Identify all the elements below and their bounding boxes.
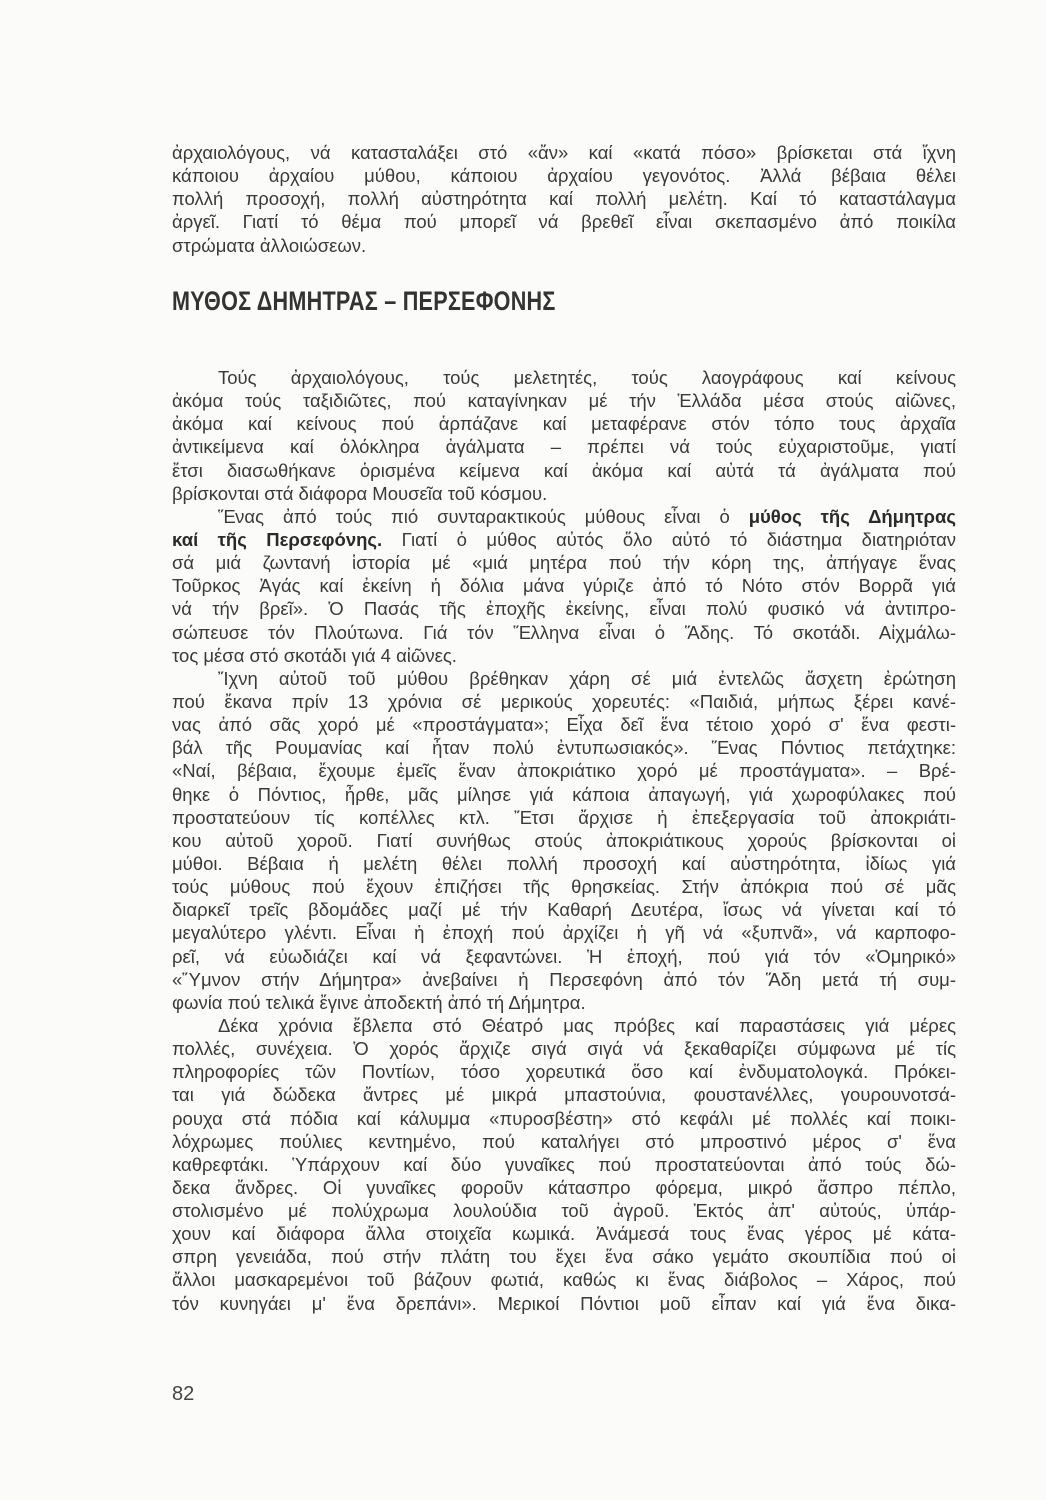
text-line (172, 505, 956, 528)
text-line (172, 783, 956, 806)
line-text: μεγαλύτερο γλέντι. Εἶναι ἡ ἐποχή πού ἀρχίζει ἡ γῆ νά «ξυπνᾶ», νά καρποφο- (172, 922, 956, 944)
text-line (172, 1268, 956, 1291)
text-line (172, 551, 956, 574)
line-text: χουν καί διάφορα ἄλλα στοιχεῖα κωμικά. Ἀνάμεσά τους ἕνας γέρος μέ κάτα- (172, 1223, 956, 1245)
line-text: «Ὕμνον στήν Δήμητρα» ἀνεβαίνει ἡ Περσεφόνη ἀπό τόν Ἅδη μετά τή συμ- (172, 968, 956, 990)
line-text: «Ναί, βέβαια, ἔχουμε ἐμεῖς ἕναν ἀποκριάτικο χορό μέ προστάγματα». – Βρέ- (172, 760, 956, 782)
line-text: σπρη γενειάδα, πού στήν πλάτη του ἔχει ἕνα σάκο γεμάτο σκουπίδια πού οἱ (172, 1246, 956, 1268)
text-line (172, 1014, 956, 1037)
text-line (172, 366, 956, 389)
text-line (172, 1060, 956, 1083)
line-text: ἀρχαιολόγους, νά κατασταλάξει στό «ἄν» καί «κατά πόσο» βρίσκεται στά ἴχνη (172, 142, 956, 163)
text-line (172, 991, 956, 1014)
line-text: τούς μύθους πού ἔχουν ἐπιζήσει τῆς θρησκείας. Στήν ἀπόκρια πού σέ μᾶς (172, 876, 956, 898)
bold-text: μύθος τῆς Δήμητρας (748, 505, 956, 527)
text-line (172, 1199, 956, 1222)
section-heading: ΜΥΘΟΣ ΔΗΜΗΤΡΑΣ – ΠΕΡΣΕΦΟΝΗΣ (172, 286, 556, 316)
line-text: Γιατί ὁ μύθος αὐτός ὅλο αὐτό τό διάστημα διατηριόταν (382, 528, 957, 550)
line-text: τόν κυνηγάει μ' ἕνα δρεπάνι». Μερικοί Πόντιοι μοῦ εἶπαν καί γιά ἕνα δικα- (172, 1292, 956, 1314)
line-text: ἀκόμα καί κείνους πού ἁρπάζανε καί μεταφέρανε στόν τόπο τους ἀρχαῖα (172, 413, 956, 435)
text-line (172, 141, 956, 164)
line-text: ἔτσι διασωθήκανε ὁρισμένα κείμενα καί ἀκόμα καί αὐτά τά ἀγάλματα πού (172, 459, 956, 481)
line-text: καθρεφτάκι. Ὑπάρχουν καί δύο γυναῖκες πού προστατεύονται ἀπό τούς δώ- (172, 1153, 956, 1175)
text-line (172, 1153, 956, 1176)
text-line (172, 898, 956, 921)
text-line (172, 621, 956, 644)
text-line (172, 945, 956, 968)
text-line (172, 713, 956, 736)
text-line (172, 644, 956, 667)
line-text: πολλή προσοχή, πολλή αὐστηρότητα καί πολλή μελέτη. Καί τό καταστάλαγμα (172, 188, 956, 210)
line-text: πού ἔκανα πρίν 13 χρόνια σέ μερικούς χορευτές: «Παιδιά, μήπως ξέρει κανέ- (172, 690, 956, 712)
line-text: σώπευσε τόν Πλούτωνα. Γιά τόν Ἕλληνα εἶναι ὁ Ἅδης. Τό σκοτάδι. Αἰχμάλω- (172, 621, 956, 643)
line-text: ρουχα στά πόδια καί κάλυμμα «πυροσβέστη» στό κεφάλι μέ πολλές καί ποικι- (172, 1107, 956, 1129)
text-line (172, 412, 956, 435)
text-line (172, 435, 956, 458)
line-text: θηκε ὁ Πόντιος, ἦρθε, μᾶς μίλησε γιά κάποια ἀπαγωγή, γιά χωροφύλακες πού (172, 783, 956, 805)
line-text: μύθοι. Βέβαια ἡ μελέτη θέλει πολλή προσοχή καί αὐστηρότητα, ἰδίως γιά (172, 852, 956, 874)
line-text: στρώματα ἀλλοιώσεων. (172, 234, 367, 256)
text-line (172, 806, 956, 829)
text-line (172, 759, 956, 782)
line-text: ἀργεῖ. Γιατί τό θέμα πού μπορεῖ νά βρεθεῖ εἶναι σκεπασμένο ἀπό ποικίλα (172, 211, 956, 233)
line-text: νας ἀπό σᾶς χορό μέ «προστάγματα»; Εἶχα δεῖ ἕνα τέτοιο χορό σ' ἕνα φεστι- (172, 714, 956, 736)
text-line (172, 736, 956, 759)
text-line (172, 389, 956, 412)
line-text: σά μιά ζωντανή ἱστορία μέ «μιά μητέρα πού τήν κόρη της, ἀπήγαγε ἕνας (172, 552, 956, 574)
text-line (172, 1292, 956, 1315)
text-line (172, 1176, 956, 1199)
line-text: βάλ τῆς Ρουμανίας καί ἦταν πολύ ἐντυπωσιακός». Ἕνας Πόντιος πετάχτηκε: (172, 737, 956, 759)
line-text: ἄλλοι μασκαρεμένοι τοῦ βάζουν φωτιά, καθώς κι ἕνας διάβολος – Χάρος, πού (172, 1269, 956, 1291)
line-text: Τούς ἀρχαιολόγους, τούς μελετητές, τούς λαογράφους καί κείνους (218, 367, 956, 388)
line-text: κου αὐτοῦ χοροῦ. Γιατί συνήθως στούς ἀποκριάτικους χορούς βρίσκονται οἱ (172, 829, 956, 851)
line-text: βρίσκονται στά διάφορα Μουσεῖα τοῦ κόσμου. (172, 482, 548, 504)
line-text: πολλές, συνέχεια. Ὁ χορός ἄρχιζε σιγά σιγά νά ξεκαθαρίζει σύμφωνα μέ τίς (172, 1038, 956, 1060)
page-number: 82 (172, 1383, 195, 1405)
text-line (172, 1222, 956, 1245)
intro-paragraph (172, 141, 956, 257)
line-text: ται γιά δώδεκα ἄντρες μέ μικρά μπαστούνια, φουστανέλλες, γουρουνοτσά- (172, 1084, 956, 1106)
line-text: δεκα ἄνδρες. Οἱ γυναῖκες φοροῦν κάτασπρο φόρεμα, μικρό ἄσπρο πέπλο, (172, 1176, 956, 1198)
text-line (172, 187, 956, 210)
text-line (172, 852, 956, 875)
line-text: φωνία πού τελικά ἔγινε ἀποδεκτή ἀπό τή Δήμητρα. (172, 991, 586, 1013)
text-line (172, 1083, 956, 1106)
text-line (172, 690, 956, 713)
line-text: ρεῖ, νά εὐωδιάζει καί νά ξεφαντώνει. Ἡ ἐποχή, πού γιά τόν «Ὁμηρικό» (172, 945, 956, 967)
line-text: διαρκεῖ τρεῖς βδομάδες μαζί μέ τήν Καθαρή Δευτέρα, ἴσως νά γίνεται καί τό (172, 899, 956, 921)
text-line (172, 597, 956, 620)
line-text: κάποιου ἀρχαίου μύθου, κάποιου ἀρχαίου γεγονότος. Ἀλλά βέβαια θέλει (172, 165, 956, 187)
text-line (172, 667, 956, 690)
line-text: στολισμένο μέ πολύχρωμα λουλούδια τοῦ ἀγροῦ. Ἐκτός ἀπ' αὐτούς, ὑπάρ- (172, 1200, 956, 1222)
text-line (172, 528, 956, 551)
text-line (172, 829, 956, 852)
line-text: πληροφορίες τῶν Ποντίων, τόσο χορευτικά ὅσο καί ἐνδυματολογκά. Πρόκει- (172, 1061, 956, 1083)
line-text: ἀντικείμενα καί ὁλόκληρα ἀγάλματα – πρέπει νά τούς εὐχαριστοῦμε, γιατί (172, 436, 956, 458)
text-line (172, 1245, 956, 1268)
line-text: ἀκόμα τούς ταξιδιῶτες, πού καταγίνηκαν μέ τήν Ἑλλάδα μέσα στούς αἰῶνες, (172, 390, 956, 412)
text-line (172, 574, 956, 597)
text-line (172, 459, 956, 482)
text-line (172, 164, 956, 187)
text-line (172, 875, 956, 898)
text-line (172, 921, 956, 944)
line-text: Ἴχνη αὐτοῦ τοῦ μύθου βρέθηκαν χάρη σέ μιά ἐντελῶς ἄσχετη ἐρώτηση (218, 667, 956, 689)
line-text: Ἕνας ἀπό τούς πιό συνταρακτικούς μύθους εἶναι ὁ (218, 505, 749, 527)
text-line (172, 1130, 956, 1153)
text-line (172, 968, 956, 991)
text-line (172, 1107, 956, 1130)
line-text: Δέκα χρόνια ἔβλεπα στό Θέατρό μας πρόβες καί παραστάσεις γιά μέρες (218, 1014, 956, 1036)
text-line (172, 482, 956, 505)
line-text: λόχρωμες πούλιες κεντημένο, πού καταλήγει στό μπροστινό μέρος σ' ἕνα (172, 1130, 956, 1152)
bold-text: καί τῆς Περσεφόνης. (172, 528, 383, 550)
section-body (172, 366, 956, 1315)
text-line (172, 210, 956, 233)
line-text: νά τήν βρεῖ». Ὁ Πασάς τῆς ἐποχῆς ἐκείνης, εἶναι πολύ φυσικό νά ἀντιπρο- (172, 598, 956, 620)
text-line (172, 1037, 956, 1060)
line-text: τος μέσα στό σκοτάδι γιά 4 αἰῶνες. (172, 644, 457, 666)
text-line (172, 234, 956, 257)
line-text: προστατεύουν τίς κοπέλλες κτλ. Ἔτσι ἄρχισε ἡ ἐπεξεργασία τοῦ ἀποκριάτι- (172, 806, 956, 828)
line-text: Τοῦρκος Ἀγάς καί ἐκείνη ἡ δόλια μάνα γύριζε ἀπό τό Νότο στόν Βορρᾶ γιά (172, 575, 956, 597)
